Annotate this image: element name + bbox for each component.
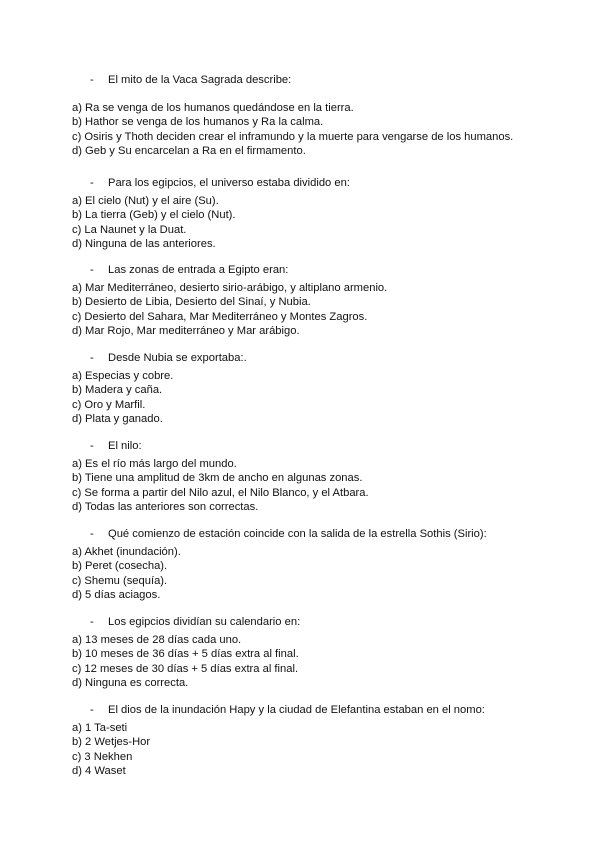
question-text: Los egipcios dividían su calendario en: — [108, 616, 301, 628]
answer-option: b) La tierra (Geb) y el cielo (Nut). — [72, 209, 236, 222]
bullet-dash: - — [90, 74, 94, 86]
question-7 — [0, 615, 600, 691]
bullet-dash: - — [90, 616, 94, 628]
bullet-dash: - — [90, 528, 94, 540]
question-text: Desde Nubia se exportaba:. — [108, 352, 247, 364]
answer-options — [0, 194, 600, 252]
question-stem — [0, 527, 600, 542]
answer-option: c) 3 Nekhen — [72, 750, 133, 763]
answer-option: b) Desierto de Libia, Desierto del Sinaí, y Nubia. — [72, 296, 311, 309]
answer-option: c) Shemu (sequía). — [72, 574, 168, 587]
question-4 — [0, 351, 600, 427]
answer-option: d) Geb y Su encarcelan a Ra en el firmamento. — [72, 145, 306, 158]
question-text: Las zonas de entrada a Egipto eran: — [108, 264, 289, 276]
answer-option: a) Es el río más largo del mundo. — [72, 457, 237, 470]
answer-option: c) La Naunet y la Duat. — [72, 223, 187, 236]
question-stem — [0, 439, 600, 454]
answer-option: d) 5 días aciagos. — [72, 589, 161, 602]
answer-option: b) 10 meses de 36 días + 5 días extra al final. — [72, 648, 299, 661]
question-text: El mito de la Vaca Sagrada describe: — [108, 74, 292, 86]
question-text: Qué comienzo de estación coincide con la salida de la estrella Sothis (Sirio): — [108, 528, 487, 540]
answer-option: c) 12 meses de 30 días + 5 días extra al final. — [72, 662, 299, 675]
answer-options — [0, 721, 600, 779]
answer-option: c) Osiris y Thoth deciden crear el inframundo y la muerte para vengarse de los humanos. — [72, 130, 514, 143]
bullet-dash: - — [90, 177, 94, 189]
answer-option: b) Tiene una amplitud de 3km de ancho en algunas zonas. — [72, 472, 363, 485]
question-text: El nilo: — [108, 440, 142, 452]
question-stem — [0, 73, 600, 88]
question-2 — [0, 176, 600, 252]
answer-option: d) Ninguna de las anteriores. — [72, 238, 216, 251]
question-8 — [0, 703, 600, 779]
answer-option: d) 4 Waset — [72, 765, 126, 778]
answer-option: a) Mar Mediterráneo, desierto sirio-arábigo, y altiplano armenio. — [72, 281, 388, 294]
bullet-dash: - — [90, 264, 94, 276]
question-1 — [0, 73, 600, 159]
answer-option: a) Ra se venga de los humanos quedándose en la tierra. — [72, 101, 354, 114]
answer-option: a) El cielo (Nut) y el aire (Su). — [72, 194, 219, 207]
question-stem — [0, 263, 600, 278]
answer-options — [0, 545, 600, 603]
answer-option: c) Se forma a partir del Nilo azul, el Nilo Blanco, y el Atbara. — [72, 486, 369, 499]
bullet-dash: - — [90, 352, 94, 364]
answer-option: c) Oro y Marfil. — [72, 398, 146, 411]
question-text: Para los egipcios, el universo estaba dividido en: — [108, 177, 350, 189]
answer-options — [0, 281, 600, 339]
bullet-dash: - — [90, 704, 94, 716]
answer-option: c) Desierto del Sahara, Mar Mediterráneo y Montes Zagros. — [72, 310, 368, 323]
bullet-dash: - — [90, 440, 94, 452]
question-stem — [0, 351, 600, 366]
question-stem — [0, 703, 600, 718]
answer-option: d) Plata y ganado. — [72, 413, 163, 426]
answer-option: b) Peret (cosecha). — [72, 560, 168, 573]
answer-options — [0, 457, 600, 515]
answer-option: a) 13 meses de 28 días cada uno. — [72, 633, 242, 646]
question-text: El dios de la inundación Hapy y la ciudad de Elefantina estaban en el nomo: — [108, 704, 485, 716]
answer-option: a) 1 Ta-seti — [72, 721, 128, 734]
answer-option: a) Akhet (inundación). — [72, 545, 181, 558]
question-5 — [0, 439, 600, 515]
answer-option: b) 2 Wetjes-Hor — [72, 736, 151, 749]
answer-options — [0, 633, 600, 691]
answer-options — [0, 101, 600, 159]
answer-option: d) Ninguna es correcta. — [72, 677, 189, 690]
question-stem — [0, 176, 600, 191]
question-stem — [0, 615, 600, 630]
question-3 — [0, 263, 600, 339]
answer-option: d) Todas las anteriores son correctas. — [72, 501, 259, 514]
answer-options — [0, 369, 600, 427]
answer-option: a) Especias y cobre. — [72, 369, 174, 382]
question-6 — [0, 527, 600, 603]
answer-option: b) Hathor se venga de los humanos y Ra la calma. — [72, 116, 324, 129]
answer-option: d) Mar Rojo, Mar mediterráneo y Mar arábigo. — [72, 325, 300, 338]
answer-option: b) Madera y caña. — [72, 384, 163, 397]
